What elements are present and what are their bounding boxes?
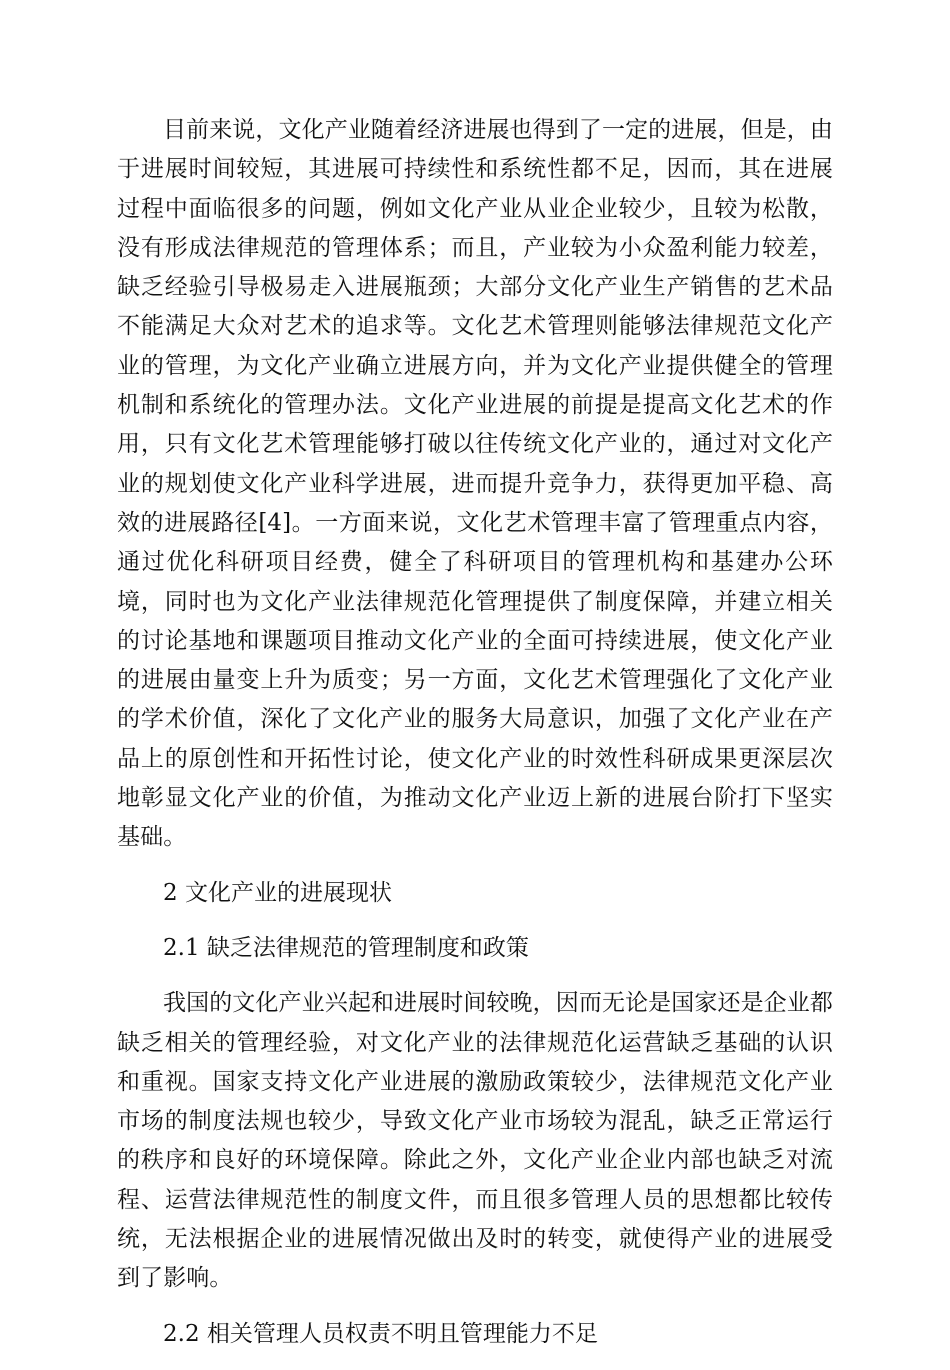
subsection-heading-2-1: 2.1 缺乏法律规范的管理制度和政策 [163, 934, 529, 961]
body-paragraph-2: 我国的文化产业兴起和进展时间较晚，因而无论是国家还是企业都缺乏相关的管理经验，对文化产业的法律规范化运营缺乏基础的认识和重视。国家支持文化产业进展的激励政策较少，法律规范文化产业市场的制度法规也较少，导致文化产业市场较为混乱，缺乏正常运行的秩序和良好的环境保障。除此之外，文化产业企业内部也缺乏对流程、运营法律规范性的制度文件，而且很多管理人员的思想都比较传统，无法根据企业的进展情况做出及时的转变，就使得产业的进展受到了影响。 [117, 990, 833, 1292]
section-heading-2: 2 文化产业的进展现状 [163, 879, 392, 906]
document-body [117, 111, 833, 1370]
body-paragraph-1: 目前来说，文化产业随着经济进展也得到了一定的进展，但是，由于进展时间较短，其进展可持续性和系统性都不足，因而，其在进展过程中面临很多的问题，例如文化产业从业企业较少，且较为松散，没有形成法律规范的管理体系；而且，产业较为小众盈利能力较差，缺乏经验引导极易走入进展瓶颈；大部分文化产业生产销售的艺术品不能满足大众对艺术的追求等。文化艺术管理则能够法律规范文化产业的管理，为文化产业确立进展方向，并为文化产业提供健全的管理机制和系统化的管理办法。文化产业进展的前提是提高文化艺术的作用，只有文化艺术管理能够打破以往传统文化产业的，通过对文化产业的规划使文化产业科学进展，进而提升竞争力，获得更加平稳、高效的进展路径[4]。一方面来说，文化艺术管理丰富了管理重点内容，通过优化科研项目经费，健全了科研项目的管理机构和基建办公环境，同时也为文化产业法律规范化管理提供了制度保障，并建立相关的讨论基地和课题项目推动文化产业的全面可持续进展，使文化产业的进展由量变上升为质变；另一方面，文化艺术管理强化了文化产业的学术价值，深化了文化产业的服务大局意识，加强了文化产业在产品上的原创性和开拓性讨论，使文化产业的时效性科研成果更深层次地彰显文化产业的价值，为推动文化产业迈上新的进展台阶打下坚实基础。 [117, 117, 833, 851]
subsection-heading-2-2: 2.2 相关管理人员权责不明且管理能力不足 [163, 1320, 598, 1347]
